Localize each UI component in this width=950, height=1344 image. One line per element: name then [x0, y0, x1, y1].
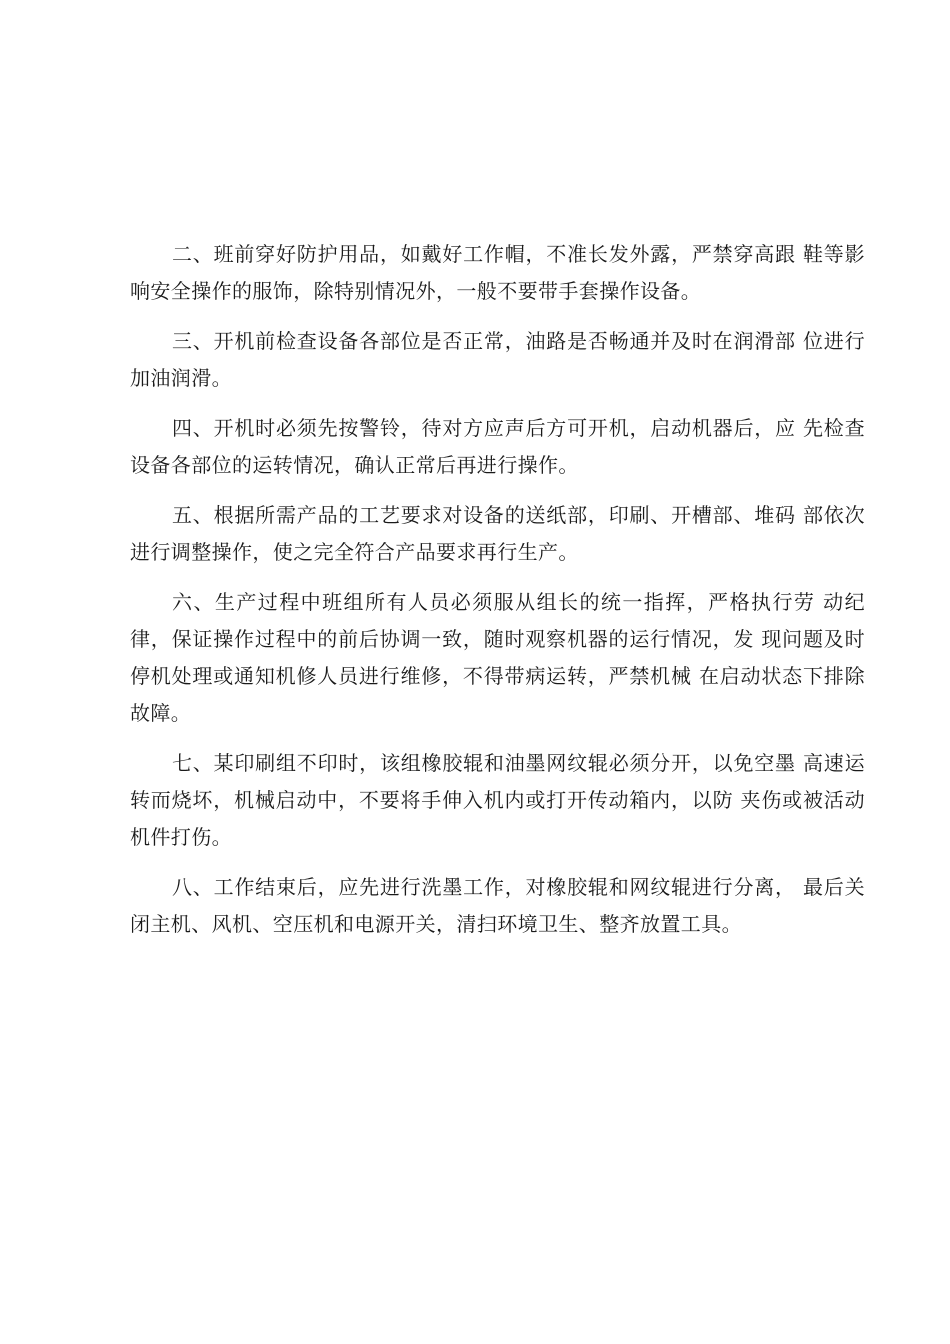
paragraph-3: 三、开机前检查设备各部位是否正常，油路是否畅通并及时在润滑部 位进行加油润滑。	[130, 329, 865, 390]
paragraph-7: 七、某印刷组不印时，该组橡胶辊和油墨网纹辊必须分开，以免空墨 高速运转而烧坏，机械启动中，不要将手伸入机内或打开传动箱内，以防 夹伤或被活动机件打伤。	[130, 751, 865, 849]
paragraph-6: 六、生产过程中班组所有人员必须服从组长的统一指挥，严格执行劳 动纪律，保证操作过程中的前后协调一致，随时观察机器的运行情况，发 现问题及时停机处理或通知机修人员进行维修，不得带病运转，严禁机械 在启动状态下排除故障。	[130, 590, 865, 725]
paragraph-2: 二、班前穿好防护用品，如戴好工作帽，不准长发外露，严禁穿高跟 鞋等影响安全操作的服饰，除特别情况外，一般不要带手套操作设备。	[130, 242, 865, 303]
paragraph-8: 八、工作结束后，应先进行洗墨工作，对橡胶辊和网纹辊进行分离， 最后关闭主机、风机、空压机和电源开关，清扫环境卫生、整齐放置工具。	[130, 875, 865, 936]
document-body	[130, 236, 865, 956]
paragraph-5: 五、根据所需产品的工艺要求对设备的送纸部，印刷、开槽部、堆码 部依次进行调整操作，使之完全符合产品要求再行生产。	[130, 503, 865, 564]
paragraph-4: 四、开机时必须先按警铃，待对方应声后方可开机，启动机器后，应 先检查设备各部位的运转情况，确认正常后再进行操作。	[130, 416, 865, 477]
